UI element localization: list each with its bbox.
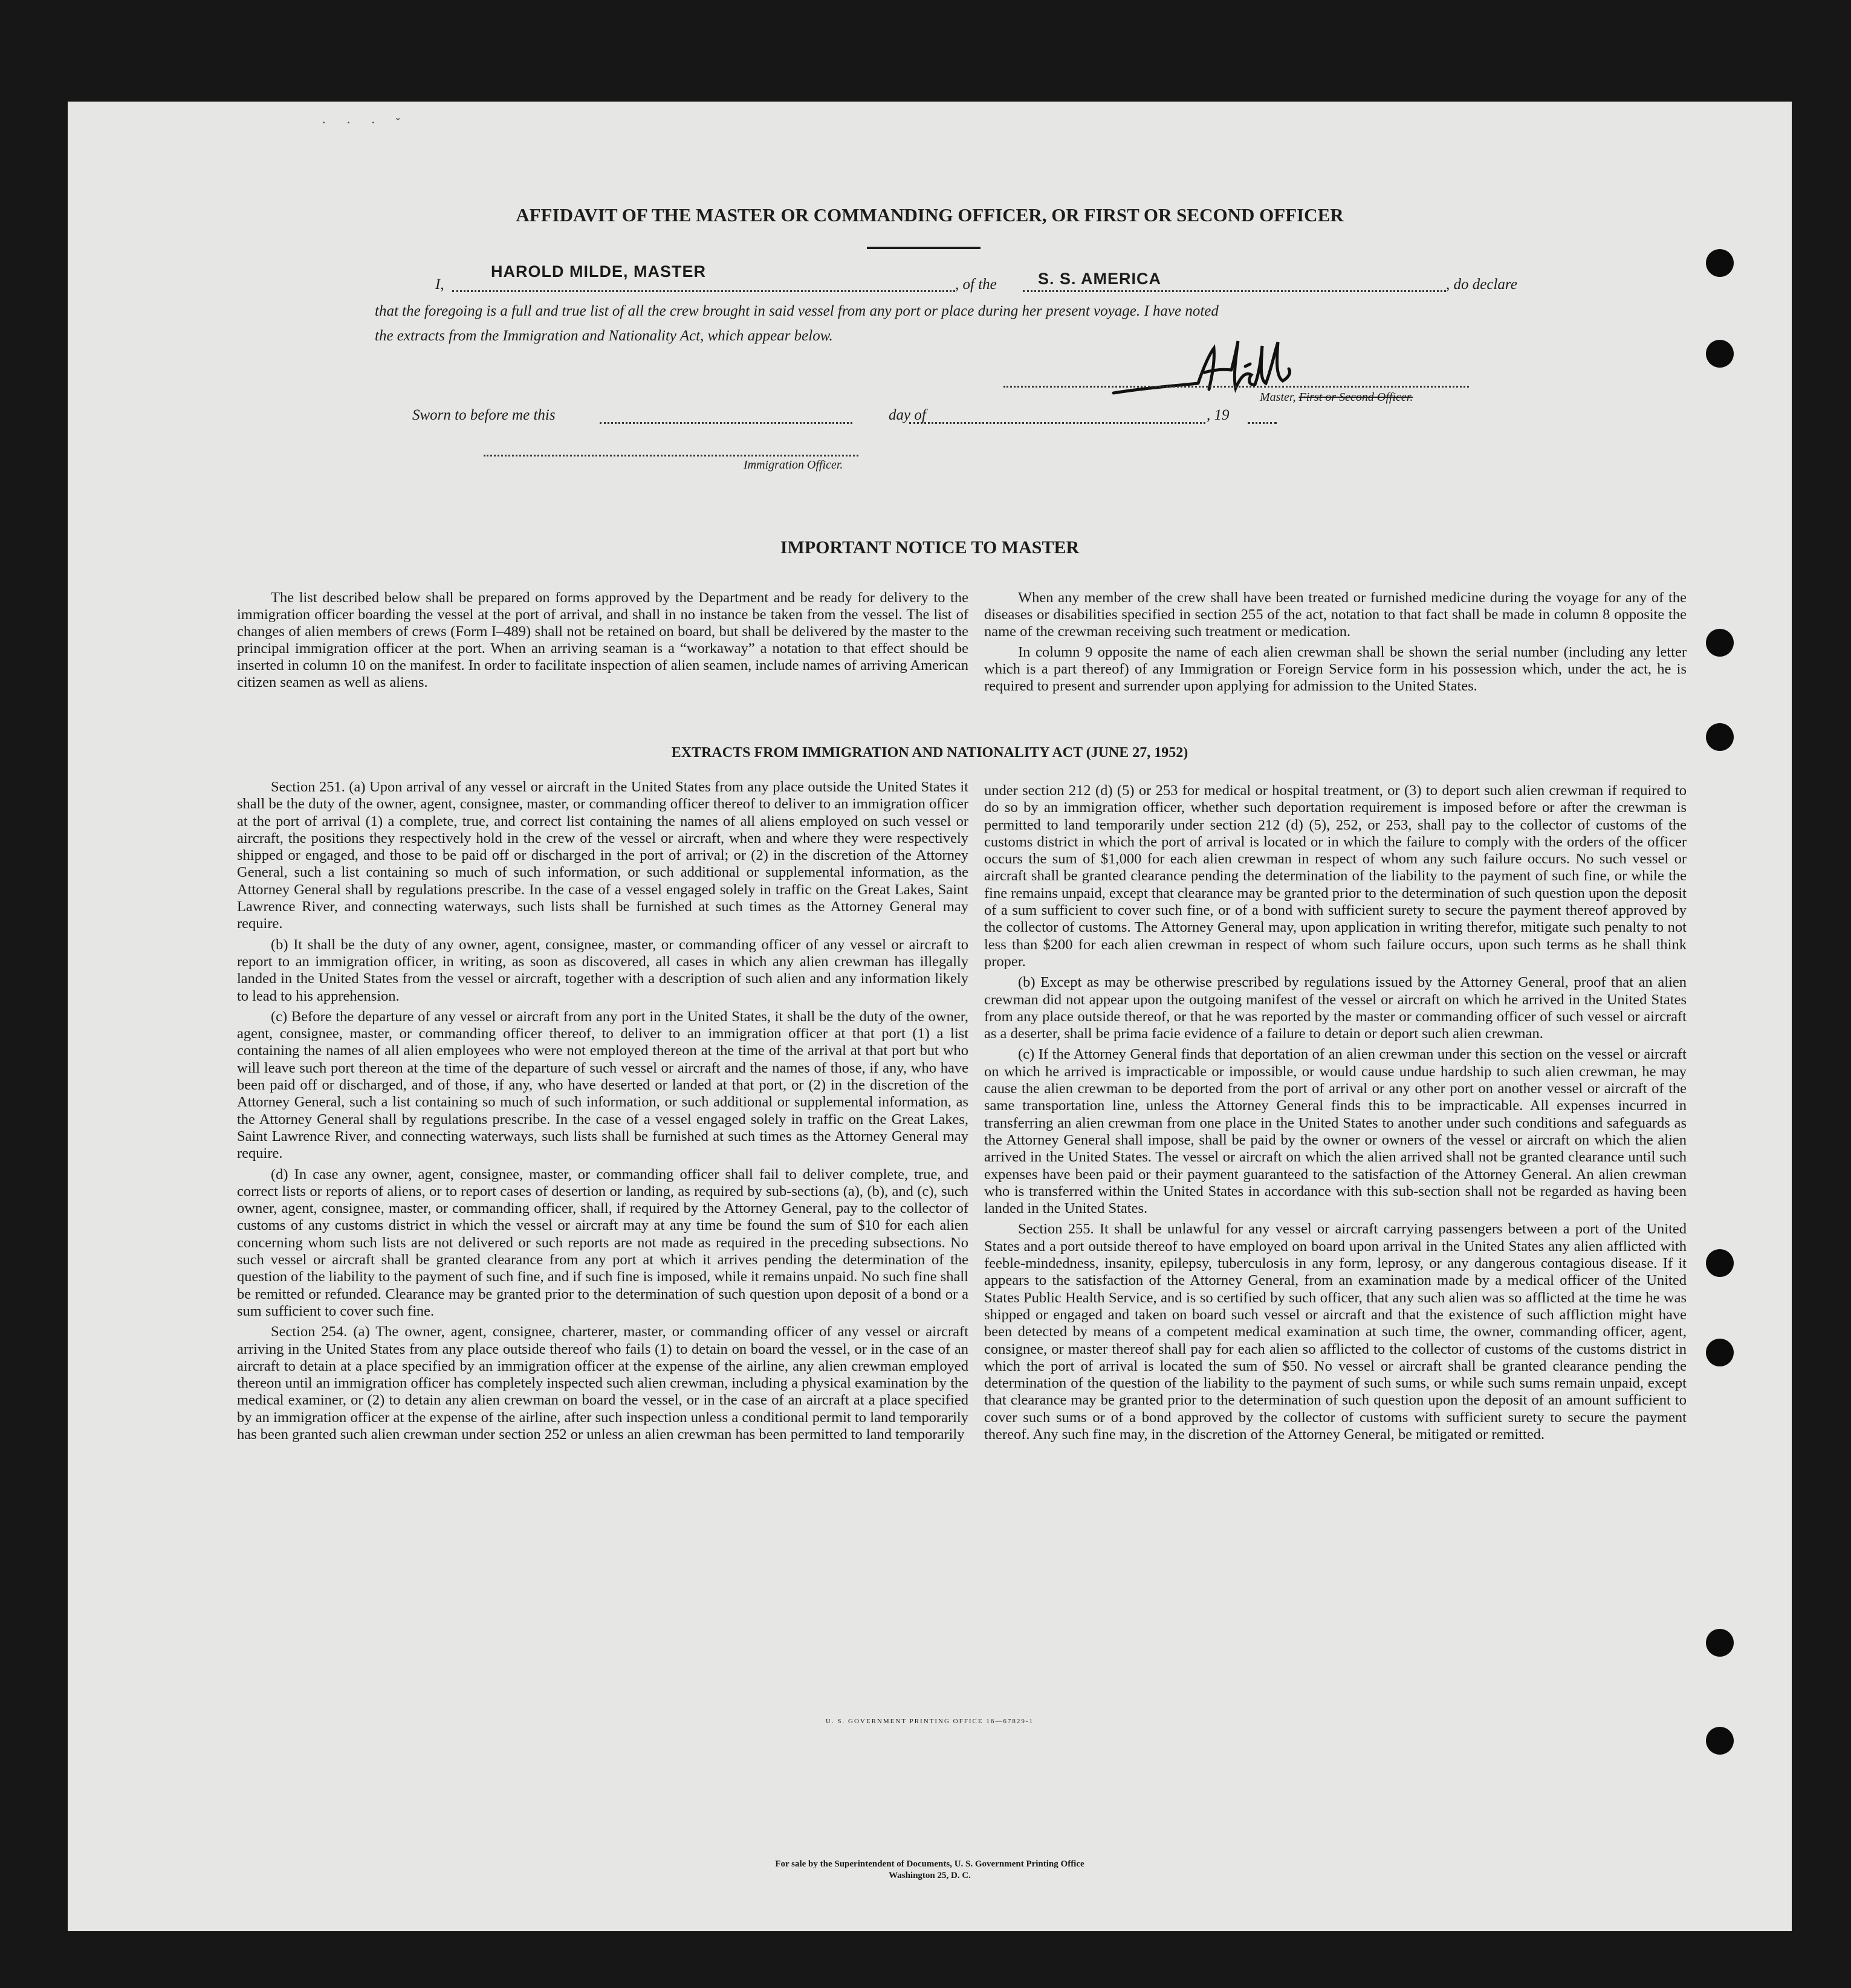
declaration-line1: that the foregoing is a full and true list of all the crew brought in said vessel from any port or place during her present voyage. I have noted bbox=[375, 303, 1219, 319]
section-251-d: (d) In case any owner, agent, consignee, master, or commanding officer shall fail to deliver complete, true, and correct lists or reports of aliens, or to report cases of desertion or landing, as required by sub-sections (a), (b), and (c), such owner, agent, consignee, master, or commanding officer, shall, if required by the Attorney General, pay to the collector of customs of any customs district in which the vessel or aircraft may at any time be found the sum of $10 for each alien concerning whom such lists are not delivered or such reports are not made as required in the preceding subsections. No such vessel or aircraft shall be granted clearance from any port at which it arrives pending the determination of the question of the liability to the payment of such fine, and if such fine is imposed, while it remains unpaid. No such fine shall be remitted or refunded. Clearance may be granted prior to the determination of such question upon deposit of a bond or a sum sufficient to cover such fine. bbox=[237, 1166, 968, 1319]
year-label bbox=[1144, 407, 1230, 424]
notice-left-paragraph: The list described below shall be prepared on forms approved by the Department and be ready for delivery to the immigration officer boarding the vessel at the port of arrival, and shall in no instance be taken from the vessel. The list of changes of alien members of crews (Form I–489) shall not be retained on board, but shall be delivered by the master to the principal immigration officer at the port. When an arriving seaman is a “workaway” a notation to that effect should be inserted in column 10 on the manifest. In order to facilitate inspection of alien seamen, include names of arriving American citizen seamen as well as aliens. bbox=[237, 590, 968, 690]
officer-line bbox=[484, 455, 858, 456]
specks-mark: · · · ˘ bbox=[322, 115, 409, 130]
of-the-label: , of the bbox=[955, 276, 997, 293]
section-251-b: (b) It shall be the duty of any owner, agent, consignee, master, or commanding officer of any vessel or aircraft to report to an immigration officer, in writing, as soon as discovered, all cases in which any alien crewman has illegally landed in the United States from the vessel or aircraft, together with a description of such alien and any information likely to lead to his apprehension. bbox=[237, 936, 968, 1004]
printing-office-line: U. S. GOVERNMENT PRINTING OFFICE 16—67829-1 bbox=[825, 1718, 1034, 1725]
footer bbox=[68, 1859, 1792, 1882]
section-254-c: (c) If the Attorney General finds that deportation of an alien crewman under this section on the vessel or aircraft on which he arrived is impracticable or impossible, or would cause undue hardship to such alien crewman, he may cause the alien crewman to be deported from the port of arrival or any other port on another vessel or aircraft of the same transportation line, unless the Attorney General finds this to be impracticable. All expenses incurred in transferring an alien crewman from one place in the United States to another under such conditions and safeguards as the Attorney General shall impose, shall be paid by the owner or owners of the vessel or aircraft on which the alien arrived in the United States. The vessel or aircraft on which the alien arrived shall not be granted clearance until such expenses have been paid or their payment guaranteed to the satisfaction of the Attorney General. An alien crewman who is transferred within the United States in accordance with this sub-section shall not be regarded as having been landed in the United States. bbox=[984, 1046, 1687, 1217]
section-254-a-continued: under section 212 (d) (5) or 253 for medical or hospital treatment, or (3) to deport such alien crewman if required to do so by an immigration officer, whether such deportation requirement is imposed before or after the crewman is permitted to land temporarily under section 212 (d) (5), 252, or 253, shall pay to the collector of customs of the customs district in which the port of arrival is located or in which the failure to comply with the orders of the officer occurs the sum of $1,000 for each alien crewman in respect of whom any such failure occurs. No such vessel or aircraft shall be granted clearance pending the determination of the liability to the payment of such fine, or while the fine remains unpaid, except that clearance may be granted prior to the determination of such question upon the deposit of a sum sufficient to cover such fine, or of a bond with sufficient surety to secure the payment thereof approved by the collector of customs. The Attorney General may, upon application in writing therefor, mitigate such penalty to not less than $200 for each alien crewman in respect of whom such failure occurs, upon such terms as he shall think proper. bbox=[984, 782, 1687, 970]
binder-hole bbox=[1706, 1629, 1734, 1657]
document-page bbox=[68, 102, 1792, 1931]
signer-caption bbox=[1260, 391, 1413, 404]
extracts-right-column bbox=[984, 782, 1687, 1447]
notice-right-column bbox=[984, 590, 1687, 698]
declaration-line2: the extracts from the Immigration and Nationality Act, which appear below. bbox=[375, 328, 833, 344]
binder-hole bbox=[1706, 340, 1734, 368]
year-line bbox=[1248, 422, 1277, 424]
binder-hole bbox=[1706, 1727, 1734, 1755]
binder-hole bbox=[1706, 723, 1734, 751]
affidavit-title: AFFIDAVIT OF THE MASTER OR COMMANDING OFFICER, OR FIRST OR SECOND OFFICER bbox=[516, 204, 1344, 226]
name-line bbox=[452, 290, 955, 292]
section-255: Section 255. It shall be unlawful for any vessel or aircraft carrying passengers between a port of the United States and a port outside thereof to have employed on board upon arrival in the United States any alien afflicted with feeble-mindedness, insanity, epilepsy, tuberculosis in any form, leprosy, or any dangerous contagious disease. If it appears to the satisfaction of the Attorney General, from an examination made by a medical officer of the United States Public Health Service, and is so certified by such officer, that any such alien was so afflicted at the time he was shipped or engaged and taken on board such vessel or aircraft and that the existence of such affliction might have been detected by means of a competent medical examination at such time, the owner, commanding officer, agent, consignee, or master thereof shall pay for each alien so afflicted to the collector of customs of the customs district in which the port of arrival is located the sum of $50. No vessel or aircraft shall be granted clearance pending the determination of the question of the liability to the payment of such sums, or while such sums remain unpaid, except that clearance may be granted prior to the determination of such question upon the deposit of an amount sufficient to cover such sums or of a bond approved by the collector of customs with sufficient surety to secure the payment thereof. Any such fine may, in the discretion of the Attorney General, be mitigated or remitted. bbox=[984, 1221, 1687, 1443]
section-251-c: (c) Before the departure of any vessel or aircraft from any port in the United States, it shall be the duty of the owner, agent, consignee, master, or commanding officer thereof, to deliver to an immigration officer at that port (1) a list containing the names of all alien employees who were not employed thereon at the time of the arrival at that port but who will leave such port thereon at the time of the departure of such vessel or aircraft and the names of those, if any, who have been paid off or discharged, and of those, if any, who have deserted or landed at that port, or (2) in the discretion of the Attorney General, such a list containing so much of such information, or such additional or supplemental information, as the Attorney General shall by regulations prescribe. In the case of a vessel engaged solely in traffic on the Great Lakes, Saint Lawrence River, and connecting waterways, such lists shall be furnished at such times as the Attorney General may require. bbox=[237, 1008, 968, 1162]
section-251-a: Section 251. (a) Upon arrival of any vessel or aircraft in the United States from any place outside the United States it shall be the duty of the owner, agent, consignee, master, or commanding officer thereof to deliver to an immigration officer at the port of arrival (1) a complete, true, and correct list containing the names of all aliens employed on such vessel or aircraft, the positions they respectively hold in the crew of the vessel or aircraft, when and where they were respectively shipped or engaged, and those to be paid off or discharged in the port of arrival; or (2) in the discretion of the Attorney General, such a list containing so much of such information, or such additional or supplemental information, as the Attorney General shall by regulations prescribe. In the case of a vessel engaged solely in traffic on the Great Lakes, Saint Lawrence River, and connecting waterways, such lists shall be furnished at such times as the Attorney General may require. bbox=[237, 779, 968, 932]
signature-line bbox=[1003, 386, 1469, 388]
notice-left-column bbox=[237, 590, 968, 695]
notice-title: IMPORTANT NOTICE TO MASTER bbox=[780, 538, 1080, 557]
binder-hole bbox=[1706, 249, 1734, 277]
vessel-line bbox=[1023, 290, 1446, 292]
sworn-label: Sworn to before me this bbox=[412, 407, 556, 423]
i-label: I, bbox=[435, 276, 444, 293]
day-of-label: day of bbox=[889, 407, 926, 423]
master-label: Master, bbox=[1260, 391, 1296, 404]
struck-officer-label: First or Second Officer. bbox=[1298, 391, 1413, 404]
binder-hole bbox=[1706, 629, 1734, 657]
notice-right-paragraph-2: In column 9 opposite the name of each alien crewman shall be shown the serial number (including any letter which is a part thereof) of any Immigration or Foreign Service form in his possession which, under the act, he is required to present and surrender upon applying for admission to the United States. bbox=[984, 644, 1687, 694]
section-254-b: (b) Except as may be otherwise prescribed by regulations issued by the Attorney General, proof that an alien crewman did not appear upon the outgoing manifest of the vessel or aircraft on which he arrived in the United States from any place outside thereof, or that he was reported by the master or commanding officer of such vessel or aircraft as a deserter, shall be prima facie evidence of a failure to detain or deport such alien crewman. bbox=[984, 974, 1687, 1042]
do-declare-label: , do declare bbox=[1446, 276, 1517, 293]
footer-line-2: Washington 25, D. C. bbox=[889, 1871, 971, 1880]
vessel-value: S. S. AMERICA bbox=[1038, 270, 1162, 288]
officer-label: Immigration Officer. bbox=[744, 458, 843, 472]
sworn-day-line bbox=[600, 422, 852, 424]
extracts-left-column bbox=[237, 779, 968, 1447]
title-rule bbox=[867, 247, 981, 249]
notice-right-paragraph-1: When any member of the crew shall have been treated or furnished medicine during the voyage for any of the diseases or disabilities specified in section 255 of the act, notation to that fact shall be made in column 8 opposite the name of the crewman receiving such treatment or medication. bbox=[984, 590, 1687, 640]
section-254-a: Section 254. (a) The owner, agent, consignee, charterer, master, or commanding officer of any vessel or aircraft arriving in the United States from any place outside thereof who fails (1) to detain on board the vessel, or in the case of an aircraft to detain at a place specified by an immigration officer at the expense of the airline, any alien crewman employed thereon until an immigration officer has completely inspected such alien crewman, including a physical examination by the medical examiner, or (2) to detain any alien crewman on board the vessel, or in the case of an aircraft at a place specified by an immigration officer at the expense of the airline, after such inspection unless a conditional permit to land temporarily has been granted such alien crewman under section 252 or unless an alien crewman has been permitted to land temporarily bbox=[237, 1324, 968, 1443]
year-prefix: , 19 bbox=[1207, 407, 1230, 423]
binder-hole bbox=[1706, 1339, 1734, 1366]
binder-hole bbox=[1706, 1249, 1734, 1277]
extracts-title: EXTRACTS FROM IMMIGRATION AND NATIONALITY ACT (JUNE 27, 1952) bbox=[671, 745, 1188, 761]
name-value: HAROLD MILDE, MASTER bbox=[491, 262, 706, 281]
footer-line-1: For sale by the Superintendent of Documents, U. S. Government Printing Office bbox=[775, 1859, 1084, 1869]
